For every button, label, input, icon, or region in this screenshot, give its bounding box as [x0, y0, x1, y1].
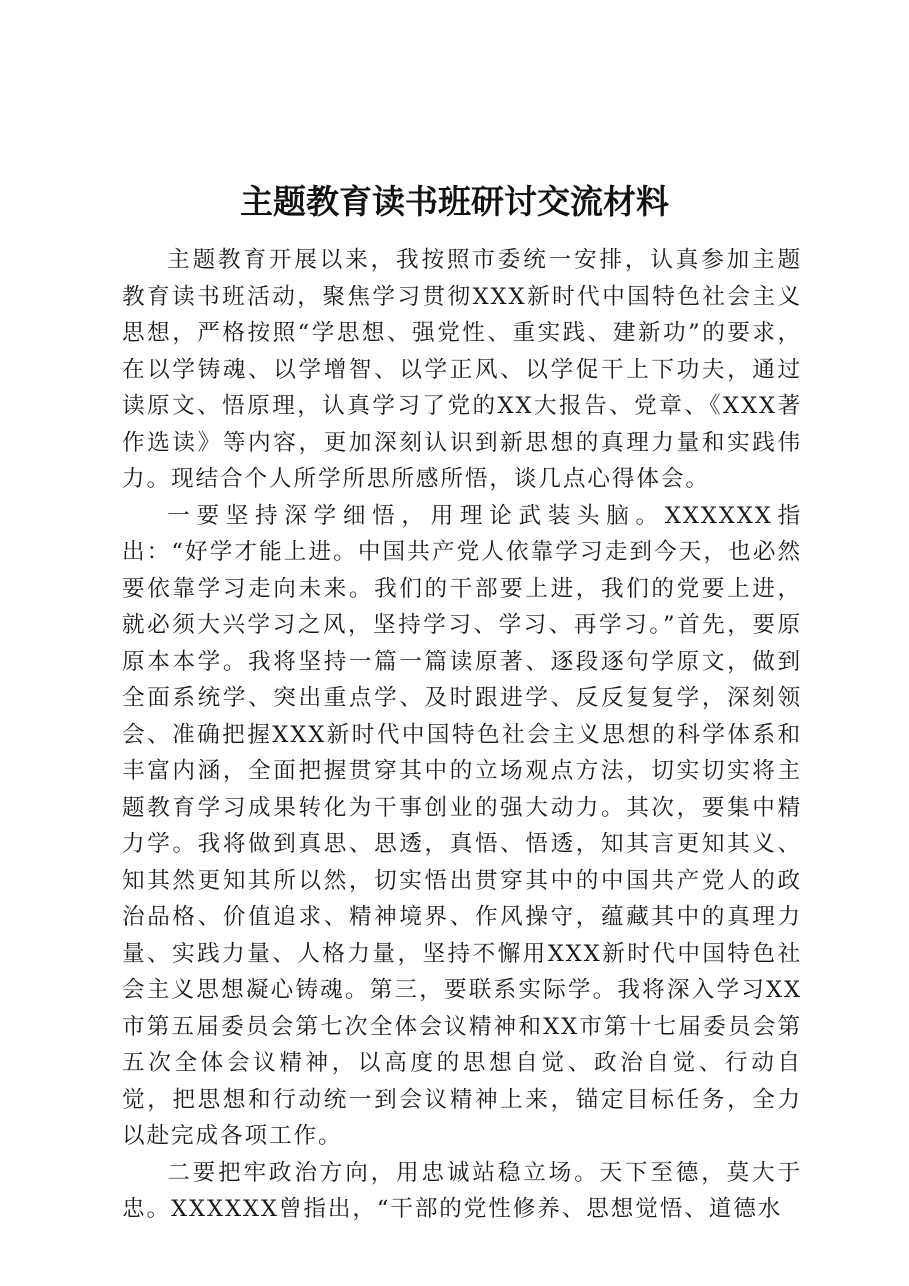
paragraph-point-two: 二要把牢政治方向，用忠诚站稳立场。天下至德，莫大于忠。XXXXXX曾指出，“干部的党性修养、思想觉悟、道德水: [122, 1159, 802, 1222]
paragraph-point-one: 一要坚持深学细悟，用理论武装头脑。XXXXXX指出：“好学才能上进。中国共产党人依靠学习走到今天，也必然要依靠学习走向未来。我们的干部要上进，我们的党要上进，就必须大兴学习之风，坚持学习、学习、再学习。”首先，要原原本本学。我将坚持一篇一篇读原著、逐段逐句学原文，做到全面系统学、突出重点学、及时跟进学、反反复复学，深刻领会、准确把握XXX新时代中国特色社会主义思想的科学体系和丰富内涵，全面把握贯穿其中的立场观点方法，切实切实将主题教育学习成果转化为干事创业的强大动力。其次，要集中精力学。我将做到真思、思透，真悟、悟透，知其言更知其义、知其然更知其所以然，切实悟出贯穿其中的中国共产党人的政治品格、价值追求、精神境界、作风操守，蕴藏其中的真理力量、实践力量、人格力量，坚持不懈用XXX新时代中国特色社会主义思想凝心铸魂。第三，要联系实际学。我将深入学习XX市第五届委员会第七次全体会议精神和XX市第十七届委员会第五次全体会议精神，以高度的思想自觉、政治自觉、行动自觉，把思想和行动统一到会议精神上来，锚定目标任务，全力以赴完成各项工作。: [122, 502, 803, 1149]
document-body: [122, 242, 802, 1228]
paragraph-intro: 主题教育开展以来，我按照市委统一安排，认真参加主题教育读书班活动，聚焦学习贯彻XXX新时代中国特色社会主义思想，严格按照“学思想、强党性、重实践、建新功”的要求，在以学铸魂、以学增智、以学正风、以学促干上下功夫，通过读原文、悟原理，认真学习了党的XX大报告、党章、《XXX著作选读》等内容，更加深刻认识到新思想的真理力量和实践伟力。现结合个人所学所思所感所悟，谈几点心得体会。: [122, 247, 802, 492]
document-title: 主题教育读书班研讨交流材料: [240, 182, 669, 222]
